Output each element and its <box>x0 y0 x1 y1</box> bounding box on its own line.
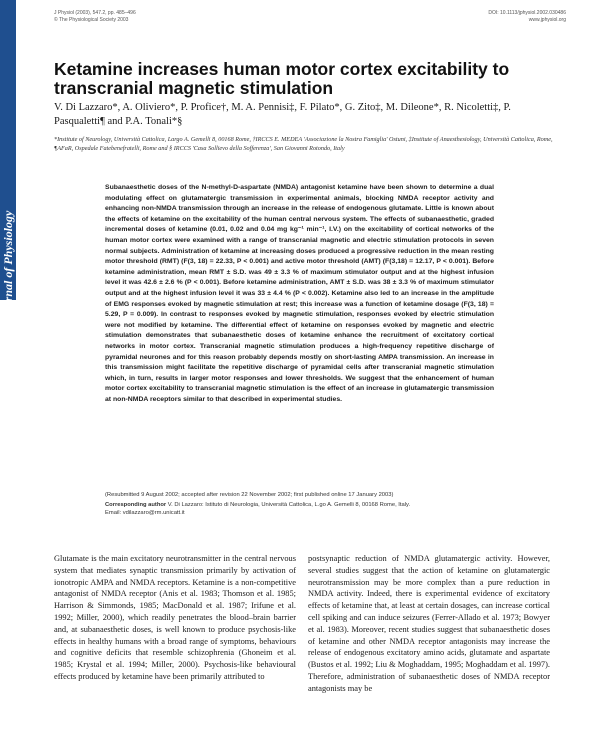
body-column-left: Glutamate is the main excitatory neurotransmitter in the central nervous system that mediates synaptic transmission primarily by activation of ionotropic AMPA and NMDA receptors. Ketamine is a non-competitive antagonist of NMDA receptor (Anis et al. 1983; Thomson et al. 1985; Harrison & Simmonds, 1985; MacDonald et al. 1987; Irifune et al. 1992; Miller, 2000), which readily penetrates the blood–brain barrier and, at subanaesthetic doses, is well known to produce psychosis-like effects in healthy humans with a broad range of symptoms, behaviours and cognitive deficits that resemble schizophrenia (Ghoneim et al. 1985; Krystal et al. 1994; Miller, 2000). Psychosis-like behavioural effects produced by ketamine have been primarily attributed to <box>54 554 296 681</box>
header-right <box>488 10 566 24</box>
corresponding-label: Corresponding author <box>105 502 167 508</box>
email: Email: vdilazzaro@rm.unicatt.it <box>105 510 185 516</box>
copyright: © The Physiological Society 2003 <box>54 17 129 23</box>
doi: DOI: 10.1113/jphysiol.2002.030486 <box>488 10 566 16</box>
corresponding-text: V. Di Lazzaro: Istituto di Neurologia, Università Cattolica, L.go A. Gemelli 8, 00168 Rome, Italy. <box>166 502 411 508</box>
header-left <box>54 10 136 24</box>
citation: J Physiol (2003), 547.2, pp. 485–496 <box>54 10 136 16</box>
article-title: Ketamine increases human motor cortex excitability to transcranial magnetic stimulation <box>54 59 510 98</box>
sidebar-wrap <box>0 210 16 330</box>
affiliations: *Institute of Neurology, Università Cattolica, Largo A. Gemelli 8, 00168 Rome, †IRCCS E. MEDEA 'Associazione la Nostra Famiglia' Ostuni, ‡Institute of Anaesthesiology, Università Cattolica, Rome, ¶AFaR, Ospedale Fatebenefratelli, Rome and § IRCCS 'Casa Sollievo della Sofferenza', San Giovanni Rotondo, Italy <box>54 136 553 152</box>
author-list: V. Di Lazzaro*, A. Oliviero*, P. Profice†, M. A. Pennisi‡, F. Pilato*, G. Zito‡, M. Dileone*, R. Nicoletti‡, P. Pasqualetti¶ and P.A. Tonali*§ <box>54 102 511 127</box>
corresponding-author <box>105 501 505 517</box>
sidebar-journal-title: Journal of Physiology <box>1 210 15 320</box>
body-column-right: postsynaptic reduction of NMDA glutamatergic activity. However, several studies suggest that the action of ketamine on glutamatergic neurotransmission may be more complex than a pure reduction in NMDA activity. Indeed, there is experimental evidence of excitatory effects of ketamine that, at least at certain dosages, can increase cortical cell spiking and can induce seizures (Ferrer-Allado et al. 1973; Bowyer et al. 1983). Moreover, recent studies suggest that subanaesthetic doses of ketamine and other NMDA receptor antagonists may increase the release of endogenous excitatory amino acids, glutamate and aspartate (Bustos et al. 1992; Liu & Moghaddam, 1995; Moghaddam et al. 1997). Therefore, administration of subanaesthetic doses of NMDA receptor antagonists may be <box>308 554 550 693</box>
received-dates: (Resubmitted 9 August 2002; accepted after revision 22 November 2002; first published online 17 January 2003) <box>105 492 394 498</box>
abstract: Subanaesthetic doses of the N-methyl-D-aspartate (NMDA) antagonist ketamine have been shown to determine a dual modulating effect on glutamatergic transmission in experimental animals, blocking NMDA receptor activity and enhancing non-NMDA transmission through an increase in the release of endogenous glutamate. Little is known about the effects of ketamine on the excitability of the human central nervous system. The effects of subanaesthetic, graded incremental doses of ketamine (0.01, 0.02 and 0.04 mg kg⁻¹ min⁻¹, I.V.) on the excitability of cortical networks of the human motor cortex were examined with a range of transcranial magnetic and electric stimulation protocols in seven normal subjects. Administration of ketamine at increasing doses produced a progressive reduction in the mean resting motor threshold (RMT) (F(3, 18) = 22.33, P < 0.001) and active motor threshold (AMT) (F(3,18) = 12.17, P < 0.001). Before ketamine administration, mean RMT ± S.D. was 49 ± 3.3 % of maximum stimulator output and at the highest infusion level it was 42.6 ± 2.6 % (P < 0.001). Before ketamine administration, AMT ± S.D. was 38 ± 3.3 % of maximum stimulator output and at the highest infusion level it was 33 ± 4.4 % (P < 0.002). Ketamine also led to an increase in the amplitude of EMG responses evoked by magnetic stimulation at rest; this increase was a function of ketamine dosage (F(3, 18) = 5.29, P = 0.009). In contrast to responses evoked by magnetic stimulation, responses evoked by electric stimulation were not modified by ketamine. The differential effect of ketamine on responses evoked by magnetic and electric stimulation demonstrates that subanaesthetic doses of ketamine enhance the recruitment of excitatory cortical networks in motor cortex. Transcranial magnetic stimulation produces a high-frequency repetitive discharge of pyramidal neurones and for this reason probably depends mostly on short-lasting AMPA transmission. An increase in this transmission might facilitate the repetitive discharge of pyramidal cells after transcranial magnetic stimulation which, in turn, results in larger motor responses and lower thresholds. We suggest that the enhancement of human motor cortex excitability to transcranial magnetic stimulation is the effect of an increase in glutamatergic transmission at non-NMDA receptors similar to that described in experimental studies. <box>105 184 494 403</box>
website: www.jphysiol.org <box>528 17 566 23</box>
